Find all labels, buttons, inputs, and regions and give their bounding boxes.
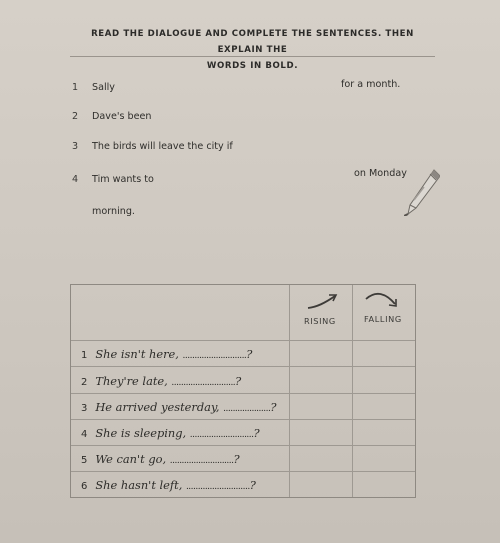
- row-divider: [71, 471, 415, 472]
- falling-header: FALLING: [364, 314, 402, 324]
- rising-arrow-icon: [305, 291, 341, 311]
- item-3-start: The birds will leave the city if: [92, 141, 233, 152]
- row-text: She is sleeping,: [95, 426, 187, 440]
- row-text: We can't go,: [95, 452, 167, 466]
- question-mark: ?: [253, 426, 260, 440]
- row-number: 4: [81, 429, 88, 440]
- row-number: 1: [81, 350, 88, 361]
- instruction-line-2: WORDS IN BOLD.: [206, 61, 299, 71]
- intonation-table: [70, 284, 416, 498]
- falling-arrow-icon: [363, 291, 401, 311]
- item-number: 1: [72, 82, 79, 93]
- row-text: They're late,: [95, 374, 168, 388]
- answer-blank: ....................: [223, 404, 271, 414]
- table-row: [81, 478, 256, 492]
- item-number: 4: [72, 174, 79, 185]
- divider: [70, 56, 435, 57]
- item-number: 2: [72, 111, 79, 122]
- column-divider: [289, 285, 290, 497]
- item-4-continued: morning.: [92, 206, 135, 217]
- table-row: [81, 400, 276, 414]
- row-text: She isn't here,: [95, 347, 179, 361]
- row-number: 5: [81, 455, 88, 466]
- instruction-line-1: READ THE DIALOGUE AND COMPLETE THE SENTENCES. THEN EXPLAIN THE: [91, 29, 414, 55]
- answer-blank: ...........................: [182, 351, 247, 361]
- item-4-start: Tim wants to: [92, 174, 154, 185]
- item-1-end: for a month.: [341, 79, 401, 90]
- question-mark: ?: [270, 400, 277, 414]
- item-number: 3: [72, 141, 79, 152]
- row-divider: [71, 419, 415, 420]
- row-number: 3: [81, 403, 88, 414]
- table-row: [81, 426, 260, 440]
- item-2-start: Dave's been: [92, 111, 152, 122]
- question-mark: ?: [235, 374, 242, 388]
- item-1-start: Sally: [92, 82, 115, 93]
- pen-icon: [404, 168, 440, 216]
- row-divider: [71, 340, 415, 341]
- answer-blank: ...........................: [169, 456, 234, 466]
- table-row: [81, 452, 240, 466]
- answer-blank: ...........................: [189, 430, 254, 440]
- question-mark: ?: [246, 347, 253, 361]
- row-divider: [71, 445, 415, 446]
- row-number: 6: [81, 481, 88, 492]
- rising-header: RISING: [304, 316, 336, 326]
- table-row: [81, 374, 241, 388]
- answer-blank: ...........................: [171, 378, 236, 388]
- row-number: 2: [81, 377, 88, 388]
- column-divider: [352, 285, 353, 497]
- answer-blank: ...........................: [185, 482, 250, 492]
- question-mark: ?: [249, 478, 256, 492]
- row-divider: [71, 366, 415, 367]
- row-divider: [71, 393, 415, 394]
- instruction-text: [70, 26, 435, 74]
- item-4-end: on Monday: [354, 168, 407, 179]
- row-text: She hasn't left,: [95, 478, 183, 492]
- table-row: [81, 347, 252, 361]
- question-mark: ?: [233, 452, 240, 466]
- row-text: He arrived yesterday,: [95, 400, 220, 414]
